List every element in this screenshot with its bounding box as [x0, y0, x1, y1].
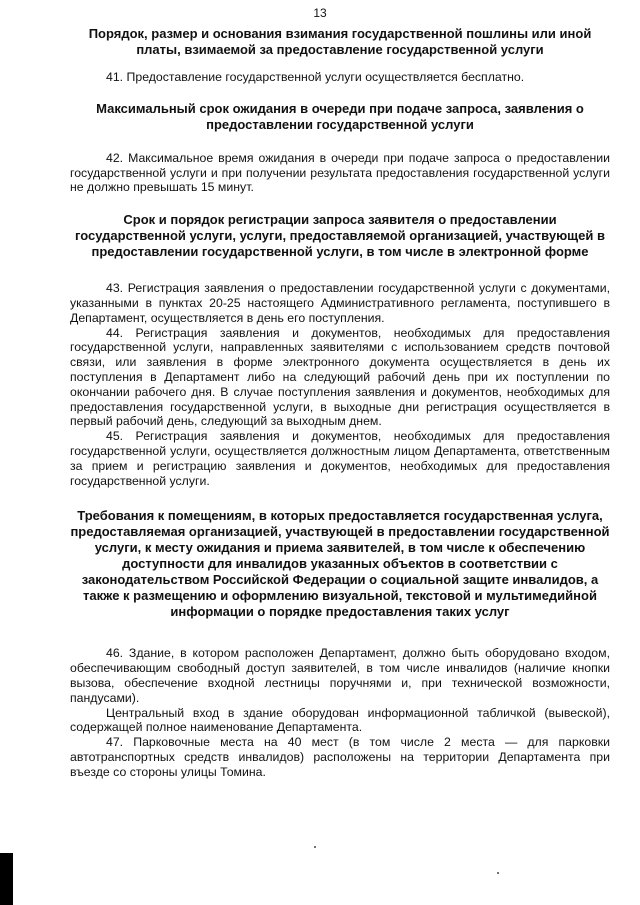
scan-speck: [497, 872, 499, 874]
page-number: 13: [313, 6, 327, 20]
paragraph-46: 46. Здание, в котором расположен Департамент, должно быть оборудовано входом, обеспечивающим свободный доступ заявителей, в том числе инвалидов (наличие кнопки вызова, обеспечение входной лестницы поручнями и, при технической возможности, пандусами).: [70, 646, 610, 705]
premises-heading: Требования к помещениям, в которых предоставляется государственная услуга, предоставляемая организацией, участвующей в предоставлении государственной услуги, к месту ожидания и приема заявителей, в том числе к обеспечению доступности для инвалидов указанных объектов в соответствии с законодательством Российской Федерации о социальной защите инвалидов, а также к размещению и оформлению визуальной, текстовой и мультимедийной информации о порядке предоставления таких услуг: [70, 508, 610, 620]
registration-heading: Срок и порядок регистрации запроса заявителя о предоставлении государственной услуги, услуги, предоставляемой организацией, участвующей в предоставлении государственной услуги, в том числе в электронной форме: [75, 212, 605, 260]
document-body: [70, 26, 610, 780]
paragraph-47: 47. Парковочные места на 40 мест (в том числе 2 места — для парковки автотранспортных средств инвалидов) расположены на территории Департамента при въезде со стороны улицы Томина.: [70, 735, 610, 779]
paragraph-44: 44. Регистрация заявления и документов, необходимых для предоставления государственной услуги, направленных заявителями с использованием средств почтовой связи, или заявления в форме электронного документа осуществляется в день их поступления в Департамент либо на следующий рабочий день при их поступлении по окончании рабочего дня. В случае поступления заявления и документов, необходимых для предоставления государственной услуги, в выходные дни регистрация осуществляется в первый рабочий день, следующий за выходным днем.: [70, 325, 610, 429]
paragraph-41: 41. Предоставление государственной услуги осуществляется бесплатно.: [106, 70, 525, 84]
paragraph-43: 43. Регистрация заявления о предоставлении государственной услуги с документами, указанными в пунктах 20-25 настоящего Административного регламента, поступившего в Департамент, осуществляется в день его поступления.: [70, 281, 610, 325]
fee-heading: Порядок, размер и основания взимания государственной пошлины или иной платы, взимаемой за предоставление государственной услуги: [88, 26, 592, 57]
wait-time-heading: Максимальный срок ожидания в очереди при подаче запроса, заявления о предоставлении государственной услуги: [96, 100, 584, 132]
scan-speck: [314, 846, 316, 848]
paragraph-42: 42. Максимальное время ожидания в очереди при подаче запроса о предоставлении государственной услуги и при получении результата предоставления государственной услуги не должно превышать 15 минут.: [70, 150, 610, 195]
paragraph-45: 45. Регистрация заявления и документов, необходимых для предоставления государственной услуги, осуществляется должностным лицом Департамента, ответственным за прием и регистрацию заявления и документов, необходимых для предоставления государственной услуги.: [70, 429, 610, 488]
scan-edge-mark: [0, 853, 13, 905]
paragraph-46-entrance: Центральный вход в здание оборудован информационной табличкой (вывеской), содержащей полное наименование Департамента.: [70, 705, 610, 735]
